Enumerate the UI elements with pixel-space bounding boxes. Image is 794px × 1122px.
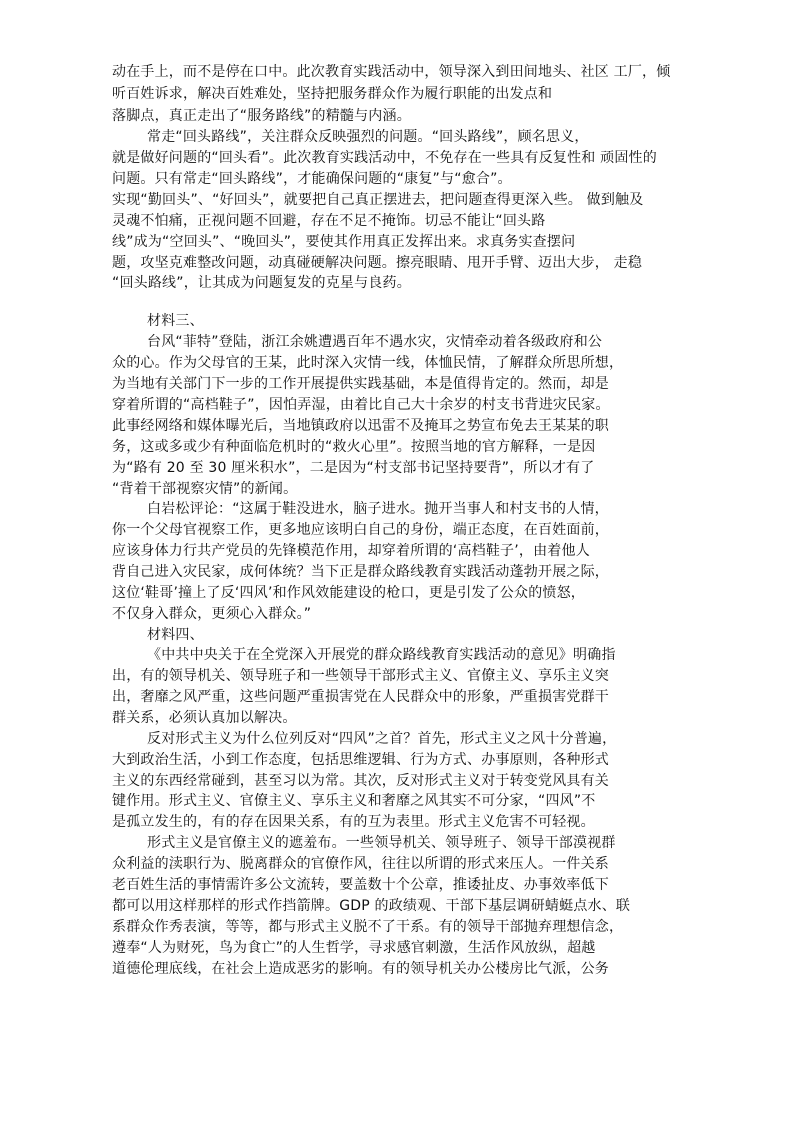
text-line-31: 群关系，必须认真加以解决。 bbox=[112, 710, 297, 726]
text-line-42: 遵奉“人为财死，鸟为食亡”的人生哲学，寻求感官刺激，生活作风放纵，超越 bbox=[112, 940, 596, 956]
text-line-41: 系群众作秀表演，等等，都与形式主义脱不了干系。有的领导干部抛弃理想信念， bbox=[112, 919, 624, 935]
text-line-13: 台风“菲特”登陆，浙江余姚遭遇百年不遇水灾，灾情牵动着各级政府和公 bbox=[147, 334, 603, 350]
text-line-40: 都可以用这样那样的形式作挡箭牌。GDP 的政绩观、干部下基层调研蜻蜓点水、联 bbox=[112, 898, 631, 914]
text-line-20: “背着干部视察灾情”的新闻。 bbox=[112, 481, 298, 497]
text-line-28: 《中共中央关于在全党深入开展党的群众路线教育实践活动的意见》明确指 bbox=[147, 647, 616, 663]
text-line-15: 为当地有关部门下一步的工作开展提供实践基础，本是值得肯定的。然而，却是 bbox=[112, 376, 609, 392]
text-line-34: 主义的东西经常碰到，甚至习以为常。其次，反对形式主义对于转变党风具有关 bbox=[112, 773, 609, 789]
text-line-25: 这位‘鞋哥’撞上了反‘四风’和作风效能建设的枪口，更是引发了公众的愤怒， bbox=[112, 585, 585, 601]
text-line-32: 反对形式主义为什么位列反对“四风”之首？首先，形式主义之风十分普遍， bbox=[147, 731, 617, 747]
text-line-19: 为“路有 20 至 30 厘米积水”，二是因为“村支部书记坚持要背”，所以才有了 bbox=[112, 460, 595, 476]
text-line-30: 出，奢靡之风严重，这些问题严重损害党在人民群众中的形象，严重损害党群干 bbox=[112, 689, 609, 705]
text-line-9: 线”成为“空回头”、“晚回头”，要使其作用真正发挥出来。求真务实查摆问 bbox=[112, 234, 576, 250]
text-line-29: 出，有的领导机关、领导班子和一些领导干部形式主义、官僚主义、享乐主义突 bbox=[112, 668, 609, 684]
text-line-26: 不仅身入群众，更须心入群众。” bbox=[112, 606, 312, 622]
text-line-37: 形式主义是官僚主义的遮羞布。一些领导机关、领导班子、领导干部漠视群 bbox=[147, 835, 616, 851]
text-line-18: 务，这或多或少有种面临危机时的“救火心里”。按照当地的官方解释，一是因 bbox=[112, 439, 596, 455]
text-line-2: 听百姓诉求，解决百姓难处，坚持把服务群众作为履行职能的出发点和 bbox=[112, 86, 553, 102]
text-line-36: 是孤立发生的，有的存在因果关系，有的互为表里。形式主义危害不可轻视。 bbox=[112, 814, 595, 830]
text-line-7: 实现“勤回头”、“好回头”，就要把自己真正摆进去，把问题查得更深入些。 做到触及 bbox=[112, 192, 644, 208]
text-line-38: 众利益的渎职行为、脱离群众的官僚作风，往往以所谓的形式来压人。一件关系 bbox=[112, 856, 609, 872]
text-line-1: 动在手上，而不是停在口中。此次教育实践活动中，领导深入到田间地头、社区 工厂，倾 bbox=[112, 64, 671, 80]
text-line-21: 白岩松评论：“这属于鞋没进水，脑子进水。抛开当事人和村支书的人情， bbox=[147, 501, 609, 517]
text-line-39: 老百姓生活的事情需许多公文流转，要盖数十个公章，推诿扯皮、办事效率低下 bbox=[112, 877, 609, 893]
text-line-22: 你一个父母官视察工作，更多地应该明白自己的身份，端正态度，在百姓面前， bbox=[112, 522, 609, 538]
text-line-3: 落脚点，真正走出了“服务路线”的精髓与内涵。 bbox=[112, 108, 411, 124]
text-line-6: 问题。只有常走“回头路线”，才能确保问题的“康复”与“愈合”。 bbox=[112, 171, 512, 187]
text-line-14: 众的心。作为父母官的王某，此时深入灾情一线，体恤民情，了解群众所思所想， bbox=[112, 355, 624, 371]
text-line-8: 灵魂不怕痛，正视问题不回避，存在不足不掩饰。切忌不能让“回头路 bbox=[112, 213, 546, 229]
text-line-16: 穿着所谓的“高档鞋子”，因怕弄湿，由着比自己大十余岁的村支书背进灾民家。 bbox=[112, 397, 610, 413]
text-line-23: 应该身体力行共产党员的先锋模范作用，却穿着所谓的‘高档鞋子’，由着他人 bbox=[112, 543, 590, 559]
text-line-4: 常走“回头路线”，关注群众反映强烈的问题。“回头路线”，顾名思义， bbox=[147, 129, 589, 145]
text-line-17: 此事经网络和媒体曝光后，当地镇政府以迅雷不及掩耳之势宣布免去王某某的职 bbox=[112, 418, 609, 434]
text-line-24: 背自己进入灾民家，成何体统？当下正是群众路线教育实践活动蓬勃开展之际， bbox=[112, 564, 609, 580]
text-line-5: 就是做好问题的“回头看”。此次教育实践活动中，不免存在一些具有反复性和 顽固性的 bbox=[112, 150, 657, 166]
text-line-33: 大到政治生活，小到工作态度，包括思维逻辑、行为方式、办事原则，各种形式 bbox=[112, 752, 609, 768]
text-line-35: 键作用。形式主义、官僚主义、享乐主义和奢靡之风其实不可分家，“四风”不 bbox=[112, 793, 596, 809]
text-line-43: 道德伦理底线，在社会上造成恶劣的影响。有的领导机关办公楼房比气派，公务 bbox=[112, 961, 609, 977]
section-heading-material-3: 材料三、 bbox=[147, 313, 204, 329]
text-line-11: “回头路线”，让其成为问题复发的克星与良药。 bbox=[112, 275, 411, 291]
text-line-10: 题，攻坚克难整改问题，动真碰硬解决问题。擦亮眼睛、甩开手臂、迈出大步， 走稳 bbox=[112, 255, 643, 271]
section-heading-material-4: 材料四、 bbox=[147, 627, 204, 643]
